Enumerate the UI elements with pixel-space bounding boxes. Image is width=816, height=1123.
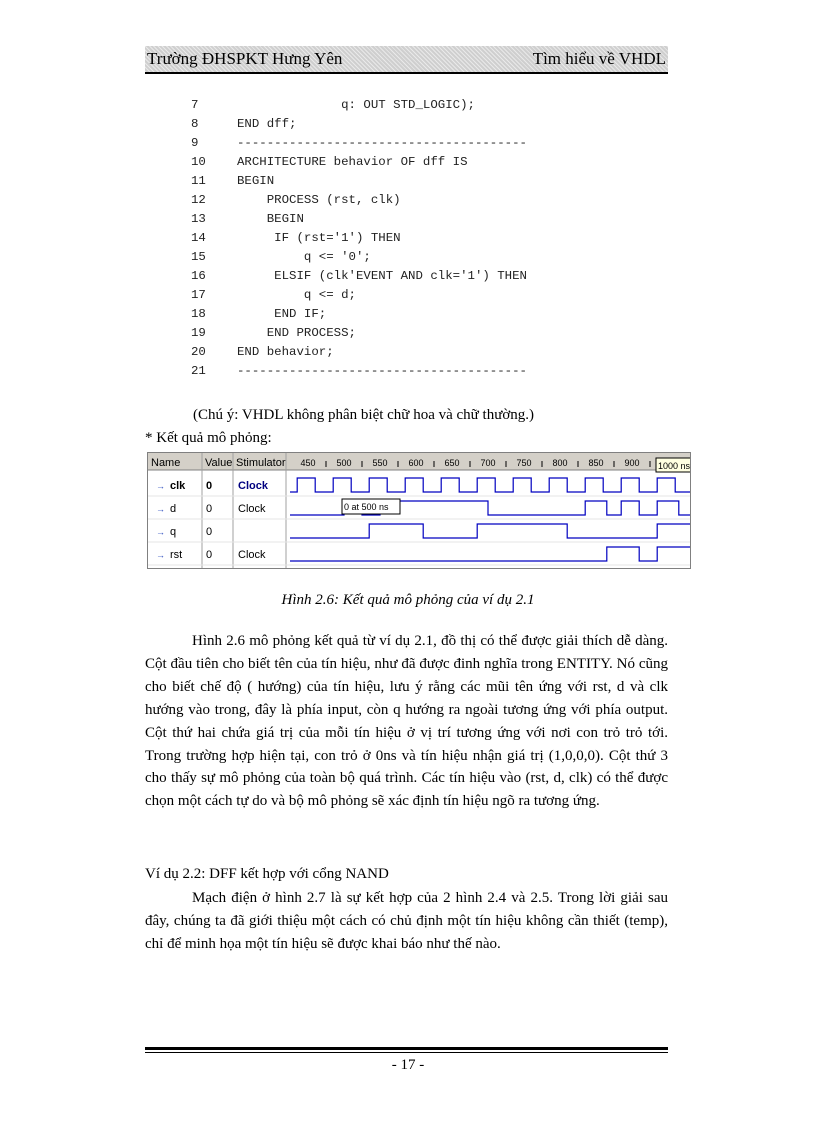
code-line-number: 12 — [191, 193, 206, 207]
code-line-text: ELSIF (clk'EVENT AND clk='1') THEN — [237, 269, 527, 283]
code-line-text: END behavior; — [237, 345, 334, 359]
code-listing — [191, 96, 527, 381]
time-tick-label: 500 — [336, 458, 352, 468]
time-tick-label: 800 — [552, 458, 568, 468]
code-line-text: END dff; — [237, 117, 297, 131]
code-line — [191, 305, 527, 324]
header-topic: Tìm hiểu về VHDL — [532, 49, 666, 68]
page-number: - 17 - — [391, 1057, 425, 1073]
code-line-number: 21 — [191, 364, 206, 378]
time-tick-label: 450 — [300, 458, 316, 468]
code-line — [191, 115, 527, 134]
footer-rule-thin — [145, 1052, 668, 1053]
footer-rule-thick — [145, 1047, 668, 1050]
signal-name: q — [170, 526, 177, 538]
time-tick-label: 600 — [408, 458, 424, 468]
waveform-clk — [290, 478, 690, 492]
input-arrow-icon: → — [156, 504, 165, 514]
cursor-time-label: 1000 ns — [658, 461, 690, 471]
code-line — [191, 191, 527, 210]
code-line-text: IF (rst='1') THEN — [237, 231, 401, 245]
figure-caption: Hình 2.6: Kết quả mô phỏng của ví dụ 2.1 — [281, 592, 535, 608]
waveform-q — [290, 524, 690, 538]
code-line-text: --------------------------------------- — [237, 136, 527, 150]
code-line-text: PROCESS (rst, clk) — [237, 193, 401, 207]
waveform-svg — [148, 453, 690, 568]
column-header-value: Value — [205, 457, 233, 469]
code-line — [191, 362, 527, 381]
example-title: Ví dụ 2.2: DFF kết hợp với cổng NAND — [145, 866, 389, 882]
code-line — [191, 324, 527, 343]
signal-name: d — [170, 503, 177, 515]
code-line-text: q: OUT STD_LOGIC); — [237, 98, 475, 112]
paragraph-example: Mạch điện ở hình 2.7 là sự kết hợp của 2 hình 2.4 và 2.5. Trong lời giải sau đây, chúng ta đã giới thiệu một cách có chủ định một tín hiệu không cần thiết (temp), chỉ để minh họa một tín hiệu sẽ được khai báo như thế nào. — [145, 890, 668, 952]
time-tick-label: 700 — [480, 458, 496, 468]
time-tick-label: 900 — [624, 458, 640, 468]
time-tick-label: 750 — [516, 458, 532, 468]
signal-stimulator: Clock — [238, 503, 266, 515]
signal-name: rst — [170, 549, 183, 561]
code-line-number: 18 — [191, 307, 206, 321]
code-line-text: BEGIN — [237, 212, 304, 226]
code-line-number: 15 — [191, 250, 206, 264]
code-line — [191, 153, 527, 172]
code-line — [191, 267, 527, 286]
signal-name: clk — [170, 480, 186, 492]
case-note: (Chú ý: VHDL không phân biệt chữ hoa và chữ thường.) — [193, 407, 535, 423]
signal-value: 0 — [206, 526, 213, 538]
column-header-name: Name — [151, 457, 181, 469]
code-line — [191, 286, 527, 305]
signal-stimulator: Clock — [238, 480, 268, 492]
code-line — [191, 96, 527, 115]
input-arrow-icon: → — [156, 481, 165, 491]
code-line-text: --------------------------------------- — [237, 364, 527, 378]
code-line — [191, 134, 527, 153]
code-line-number: 20 — [191, 345, 206, 359]
value-marker-label: 0 at 500 ns — [344, 502, 389, 512]
column-header-stimulator: Stimulator — [236, 457, 286, 469]
code-line-number: 7 — [191, 98, 199, 112]
signal-value: 0 — [206, 503, 213, 515]
code-line-text: END PROCESS; — [237, 326, 356, 340]
output-arrow-icon: → — [156, 527, 165, 537]
code-line-text: q <= '0'; — [237, 250, 371, 264]
code-line-number: 9 — [191, 136, 199, 150]
code-line-number: 19 — [191, 326, 206, 340]
code-line-number: 11 — [191, 174, 206, 188]
code-line — [191, 343, 527, 362]
time-tick-label: 650 — [444, 458, 460, 468]
code-line-text: q <= d; — [237, 288, 356, 302]
waveform-simulator — [147, 452, 691, 569]
header-school: Trường ĐHSPKT Hưng Yên — [147, 49, 343, 68]
code-line-number: 14 — [191, 231, 206, 245]
signal-value: 0 — [206, 480, 213, 492]
simulation-result-label: * Kết quả mô phỏng: — [145, 430, 272, 446]
code-line-text: ARCHITECTURE behavior OF dff IS — [237, 155, 468, 169]
waveform-rst — [290, 547, 690, 561]
code-line — [191, 172, 527, 191]
code-line-number: 10 — [191, 155, 206, 169]
page-header — [145, 46, 668, 74]
code-line — [191, 210, 527, 229]
signal-value: 0 — [206, 549, 213, 561]
code-line-text: END IF; — [237, 307, 327, 321]
time-tick-label: 850 — [588, 458, 604, 468]
code-line-number: 16 — [191, 269, 206, 283]
code-line — [191, 248, 527, 267]
code-line-number: 13 — [191, 212, 206, 226]
signal-stimulator: Clock — [238, 549, 266, 561]
code-line-number: 17 — [191, 288, 206, 302]
code-line-number: 8 — [191, 117, 199, 131]
input-arrow-icon: → — [156, 550, 165, 560]
paragraph-explanation: Hình 2.6 mô phỏng kết quả từ ví dụ 2.1, đồ thị có thể được giải thích dễ dàng. Cột đầu tiên cho biết tên của tín hiệu, như đã được đinh nghĩa trong ENTITY. Nó cũng cho biết chế độ ( hướng) của tín hiệu, lưu ý rằng các mũi tên ứng với rst, d và clk hướng vào trong, đây là phía input, còn q hướng ra ngoài tương ứng với phía output. Cột thứ hai chứa giá trị của mỗi tín hiệu ở vị trí tương ứng với nơi con trỏ trỏ tới. Trong trường hợp hiện tại, con trỏ ở 0ns và tín hiệu nhận giá trị (1,0,0,0). Cột thứ 3 cho thấy sự mô phỏng của toàn bộ quá trình. Các tín hiệu vào (rst, d, clk) có thể được chọn một cách tự do và bộ mô phỏng sẽ xác định tín hiệu ngõ ra tương ứng. — [145, 633, 668, 810]
code-line — [191, 229, 527, 248]
time-tick-label: 550 — [372, 458, 388, 468]
code-line-text: BEGIN — [237, 174, 275, 188]
